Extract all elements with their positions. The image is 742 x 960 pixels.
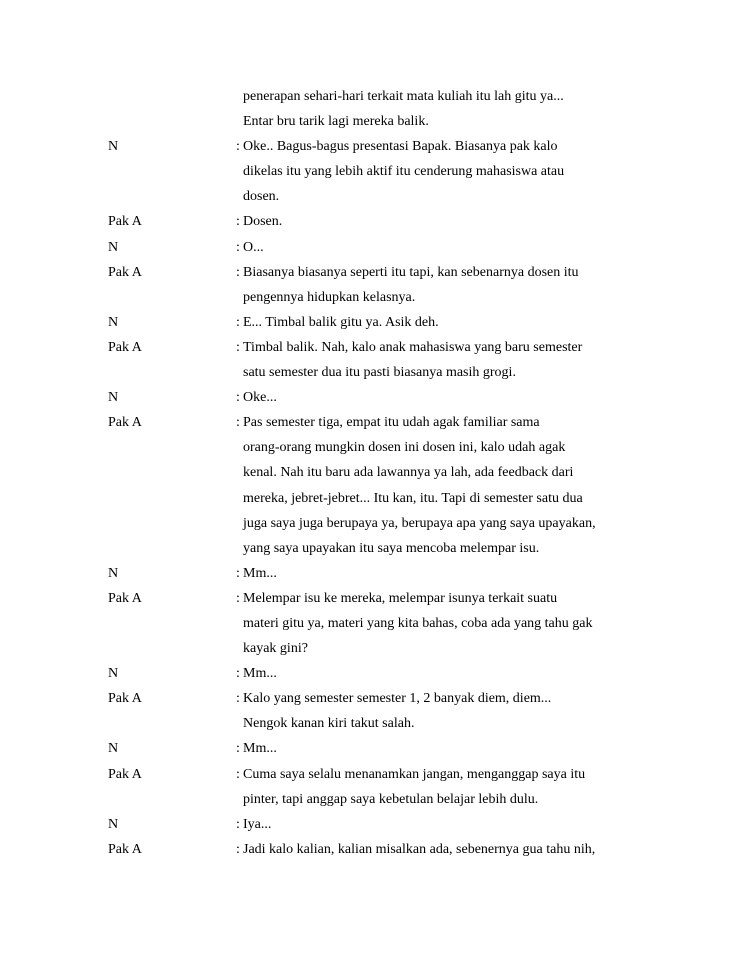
transcript-entry <box>108 310 628 335</box>
utterance <box>243 561 628 586</box>
speaker-colon: : <box>236 766 240 782</box>
speaker-label: Pak A <box>108 264 142 280</box>
utterance-line: materi gitu ya, materi yang kita bahas, coba ada yang tahu gak <box>243 615 593 631</box>
transcript-entry <box>108 134 628 209</box>
speaker-label: N <box>108 565 119 581</box>
utterance <box>243 410 628 561</box>
transcript-entry <box>108 410 628 561</box>
transcript-entry <box>108 762 628 812</box>
utterance-line: Oke... <box>243 390 277 406</box>
speaker-label: N <box>108 314 119 330</box>
speaker-colon: : <box>236 691 240 707</box>
utterance-line: penerapan sehari-hari terkait mata kuliah itu lah gitu ya... <box>243 89 564 104</box>
transcript-entry <box>108 209 628 234</box>
utterance-line: dosen. <box>243 189 280 205</box>
utterance <box>243 686 628 736</box>
speaker-colon: : <box>236 741 240 757</box>
utterance-line: Mm... <box>243 565 277 581</box>
utterance-line: pengennya hidupkan kelasnya. <box>243 289 416 305</box>
speaker-label: Pak A <box>108 214 142 230</box>
utterance-line: Nengok kanan kiri takut salah. <box>243 716 415 732</box>
utterance <box>243 260 628 310</box>
speaker-label: Pak A <box>108 590 142 606</box>
interview-transcript <box>108 84 628 862</box>
speaker-label: N <box>108 741 119 757</box>
transcript-entry <box>108 561 628 586</box>
speaker-colon: : <box>236 339 240 355</box>
utterance-line: kayak gini? <box>243 641 308 657</box>
speaker-colon: : <box>236 816 240 832</box>
utterance-line: satu semester dua itu pasti biasanya masih grogi. <box>243 365 516 381</box>
utterance <box>243 134 628 209</box>
utterance <box>243 837 628 862</box>
speaker-label: Pak A <box>108 339 142 355</box>
utterance <box>243 762 628 812</box>
utterance-line: yang saya upayakan itu saya mencoba melempar isu. <box>243 540 540 556</box>
utterance-line: dikelas itu yang lebih aktif itu cenderung mahasiswa atau <box>243 164 565 180</box>
speaker-colon: : <box>236 590 240 606</box>
speaker-colon: : <box>236 264 240 280</box>
speaker-label: Pak A <box>108 415 142 431</box>
utterance-line: Jadi kalo kalian, kalian misalkan ada, sebenernya gua tahu nih, <box>243 841 596 857</box>
speaker-colon: : <box>236 666 240 682</box>
utterance <box>243 84 628 134</box>
transcript-entry <box>108 661 628 686</box>
utterance-line: orang-orang mungkin dosen ini dosen ini, kalo udah agak <box>243 440 566 456</box>
speaker-colon: : <box>236 239 240 255</box>
utterance-line: Cuma saya selalu menanamkan jangan, menganggap saya itu <box>243 766 586 782</box>
transcript-entry <box>108 84 628 134</box>
speaker-colon: : <box>236 841 240 857</box>
utterance-line: Timbal balik. Nah, kalo anak mahasiswa yang baru semester <box>243 339 583 355</box>
utterance-line: Pas semester tiga, empat itu udah agak familiar sama <box>243 415 540 431</box>
transcript-entry <box>108 586 628 661</box>
speaker-label <box>108 84 236 134</box>
speaker-colon: : <box>236 314 240 330</box>
speaker-label: Pak A <box>108 691 142 707</box>
speaker-colon: : <box>236 214 240 230</box>
transcript-entry <box>108 736 628 761</box>
utterance <box>243 661 628 686</box>
utterance-line: Melempar isu ke mereka, melempar isunya terkait suatu <box>243 590 558 606</box>
transcript-entry <box>108 235 628 260</box>
utterance <box>243 586 628 661</box>
speaker-colon: : <box>236 565 240 581</box>
utterance <box>243 209 628 234</box>
transcript-entry <box>108 837 628 862</box>
speaker-label: N <box>108 239 119 255</box>
speaker-label: N <box>108 666 119 682</box>
utterance <box>243 335 628 385</box>
transcript-entry <box>108 812 628 837</box>
speaker-label: N <box>108 390 119 406</box>
utterance <box>243 736 628 761</box>
utterance-line: kenal. Nah itu baru ada lawannya ya lah, ada feedback dari <box>243 465 574 481</box>
utterance-line: Mm... <box>243 666 277 682</box>
utterance-line: Oke.. Bagus-bagus presentasi Bapak. Biasanya pak kalo <box>243 139 558 155</box>
utterance-line: Biasanya biasanya seperti itu tapi, kan sebenarnya dosen itu <box>243 264 579 280</box>
utterance-line: pinter, tapi anggap saya kebetulan belajar lebih dulu. <box>243 791 539 807</box>
transcript-entry <box>108 260 628 310</box>
speaker-colon: : <box>236 390 240 406</box>
utterance-line: Entar bru tarik lagi mereka balik. <box>243 114 429 130</box>
utterance-line: juga saya juga berupaya ya, berupaya apa yang saya upayakan, <box>243 515 596 531</box>
speaker-label: Pak A <box>108 841 142 857</box>
speaker-label: N <box>108 816 119 832</box>
transcript-entry <box>108 335 628 385</box>
speaker-colon: : <box>236 415 240 431</box>
transcript-entry <box>108 686 628 736</box>
utterance-line: Mm... <box>243 741 277 757</box>
transcript-entry <box>108 385 628 410</box>
speaker-label: Pak A <box>108 766 142 782</box>
utterance-line: E... Timbal balik gitu ya. Asik deh. <box>243 314 439 330</box>
utterance <box>243 235 628 260</box>
utterance-line: Kalo yang semester semester 1, 2 banyak diem, diem... <box>243 691 552 707</box>
speaker-label: N <box>108 139 119 155</box>
utterance <box>243 310 628 335</box>
utterance-line: O... <box>243 239 264 255</box>
utterance <box>243 385 628 410</box>
utterance <box>243 812 628 837</box>
utterance-line: Iya... <box>243 816 272 832</box>
utterance-line: Dosen. <box>243 214 283 230</box>
utterance-line: mereka, jebret-jebret... Itu kan, itu. Tapi di semester satu dua <box>243 490 583 506</box>
speaker-colon <box>236 84 243 134</box>
speaker-colon: : <box>236 139 240 155</box>
